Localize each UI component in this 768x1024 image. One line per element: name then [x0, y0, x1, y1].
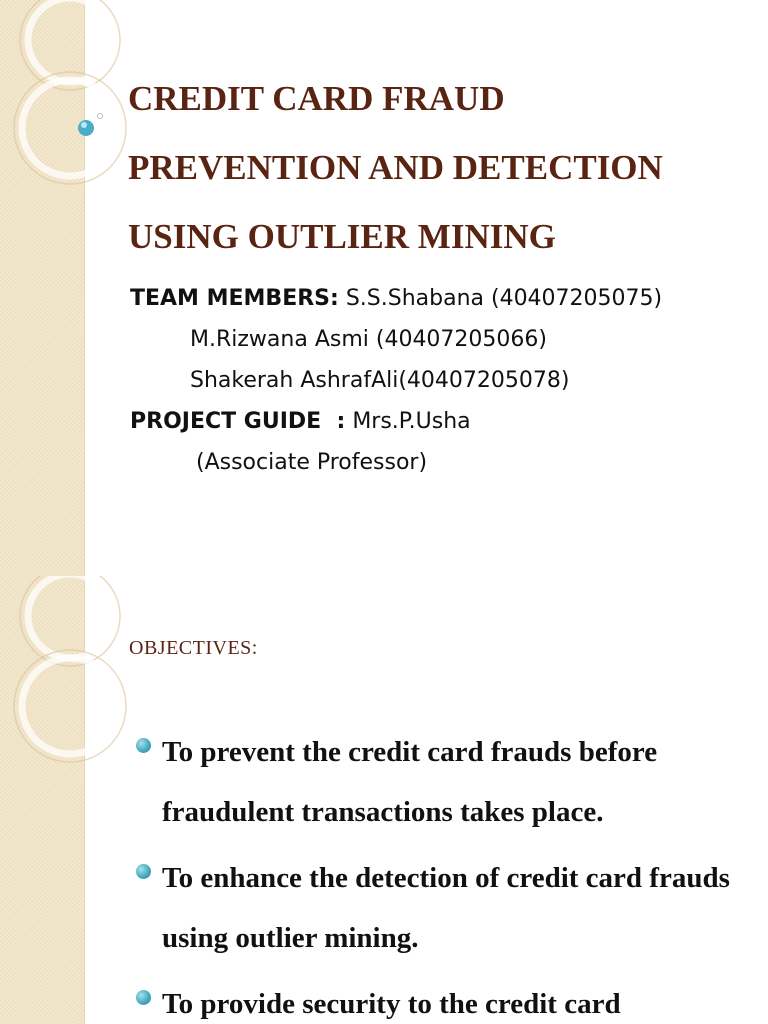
project-guide-name: Mrs.P.Usha — [352, 409, 471, 434]
title-line: PREVENTION AND DETECTION — [128, 148, 663, 187]
list-item — [130, 848, 750, 968]
bullet-icon — [136, 738, 151, 753]
blue-orb-icon — [78, 120, 94, 136]
objective-text: To provide security to the credit card — [162, 988, 621, 1020]
bullet-icon — [136, 864, 151, 879]
bullet-icon — [136, 990, 151, 1005]
project-guide-title: (Associate Professor) — [196, 450, 428, 475]
title-line: USING OUTLIER MINING — [128, 217, 556, 256]
team-member: S.S.Shabana (40407205075) — [345, 286, 663, 311]
slide-title — [128, 64, 738, 271]
title-line: CREDIT CARD FRAUD — [128, 79, 505, 118]
decorative-arcs-icon — [0, 576, 140, 1024]
list-item — [130, 974, 750, 1024]
objective-text: To enhance the detection of credit card frauds using outlier mining. — [162, 862, 730, 954]
list-item — [130, 722, 750, 842]
team-members-label: TEAM MEMBERS: — [130, 286, 339, 311]
team-member: Shakerah AshrafAli(40407205078) — [190, 368, 570, 393]
objective-text: To prevent the credit card frauds before fraudulent transactions takes place. — [162, 736, 658, 828]
decorative-arcs-icon — [0, 0, 140, 576]
team-members-line — [130, 278, 662, 319]
objectives-heading: OBJECTIVES: — [129, 637, 258, 659]
project-guide-line — [130, 401, 662, 442]
objectives-list — [130, 722, 750, 1024]
team-info — [130, 278, 662, 483]
team-member: M.Rizwana Asmi (40407205066) — [190, 327, 547, 352]
project-guide-label: PROJECT GUIDE : — [130, 409, 346, 434]
